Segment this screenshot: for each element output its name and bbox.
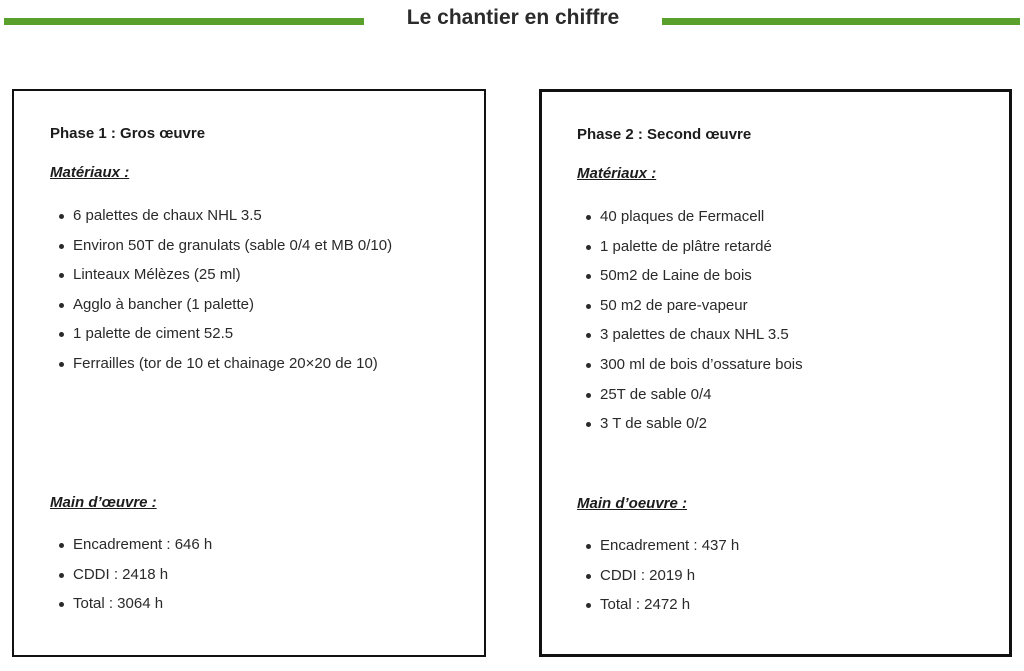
phase-2-title: Phase 2 : Second œuvre: [577, 126, 752, 143]
list-item: Total : 3064 h: [50, 589, 450, 619]
list-item: Total : 2472 h: [577, 590, 977, 620]
list-item: Environ 50T de granulats (sable 0/4 et MB 0/10): [50, 231, 450, 261]
phase-2-labor-list: [577, 531, 977, 620]
list-item: 6 palettes de chaux NHL 3.5: [50, 201, 450, 231]
phase-2-materials-list: [577, 202, 977, 439]
list-item: 40 plaques de Fermacell: [577, 202, 977, 232]
list-item: 3 palettes de chaux NHL 3.5: [577, 320, 977, 350]
phase-1-materials-heading: Matériaux :: [50, 164, 130, 181]
list-item: 50 m2 de pare-vapeur: [577, 291, 977, 321]
heading-divider-right: [662, 18, 1020, 25]
phase-1-card: [12, 89, 486, 657]
phase-1-title: Phase 1 : Gros œuvre: [50, 125, 206, 142]
phase-2-materials-heading: Matériaux :: [577, 165, 657, 182]
phase-2-labor-heading: Main d’oeuvre :: [577, 495, 688, 512]
phase-1-materials-list: [50, 201, 450, 379]
phase-1-labor-heading: Main d’œuvre :: [50, 494, 157, 511]
list-item: Linteaux Mélèzes (25 ml): [50, 260, 450, 290]
phase-1-labor-list: [50, 530, 450, 619]
list-item: Encadrement : 437 h: [577, 531, 977, 561]
list-item: 25T de sable 0/4: [577, 380, 977, 410]
list-item: 50m2 de Laine de bois: [577, 261, 977, 291]
heading-divider-left: [4, 18, 364, 25]
list-item: CDDI : 2019 h: [577, 561, 977, 591]
list-item: 1 palette de ciment 52.5: [50, 319, 450, 349]
list-item: 1 palette de plâtre retardé: [577, 232, 977, 262]
phase-2-card: [539, 89, 1012, 657]
list-item: 3 T de sable 0/2: [577, 409, 977, 439]
section-heading: [0, 0, 1024, 44]
list-item: Ferrailles (tor de 10 et chainage 20×20 de 10): [50, 349, 450, 379]
page-title: Le chantier en chiffre: [406, 6, 620, 29]
list-item: 300 ml de bois d’ossature bois: [577, 350, 977, 380]
list-item: Agglo à bancher (1 palette): [50, 290, 450, 320]
list-item: CDDI : 2418 h: [50, 560, 450, 590]
list-item: Encadrement : 646 h: [50, 530, 450, 560]
